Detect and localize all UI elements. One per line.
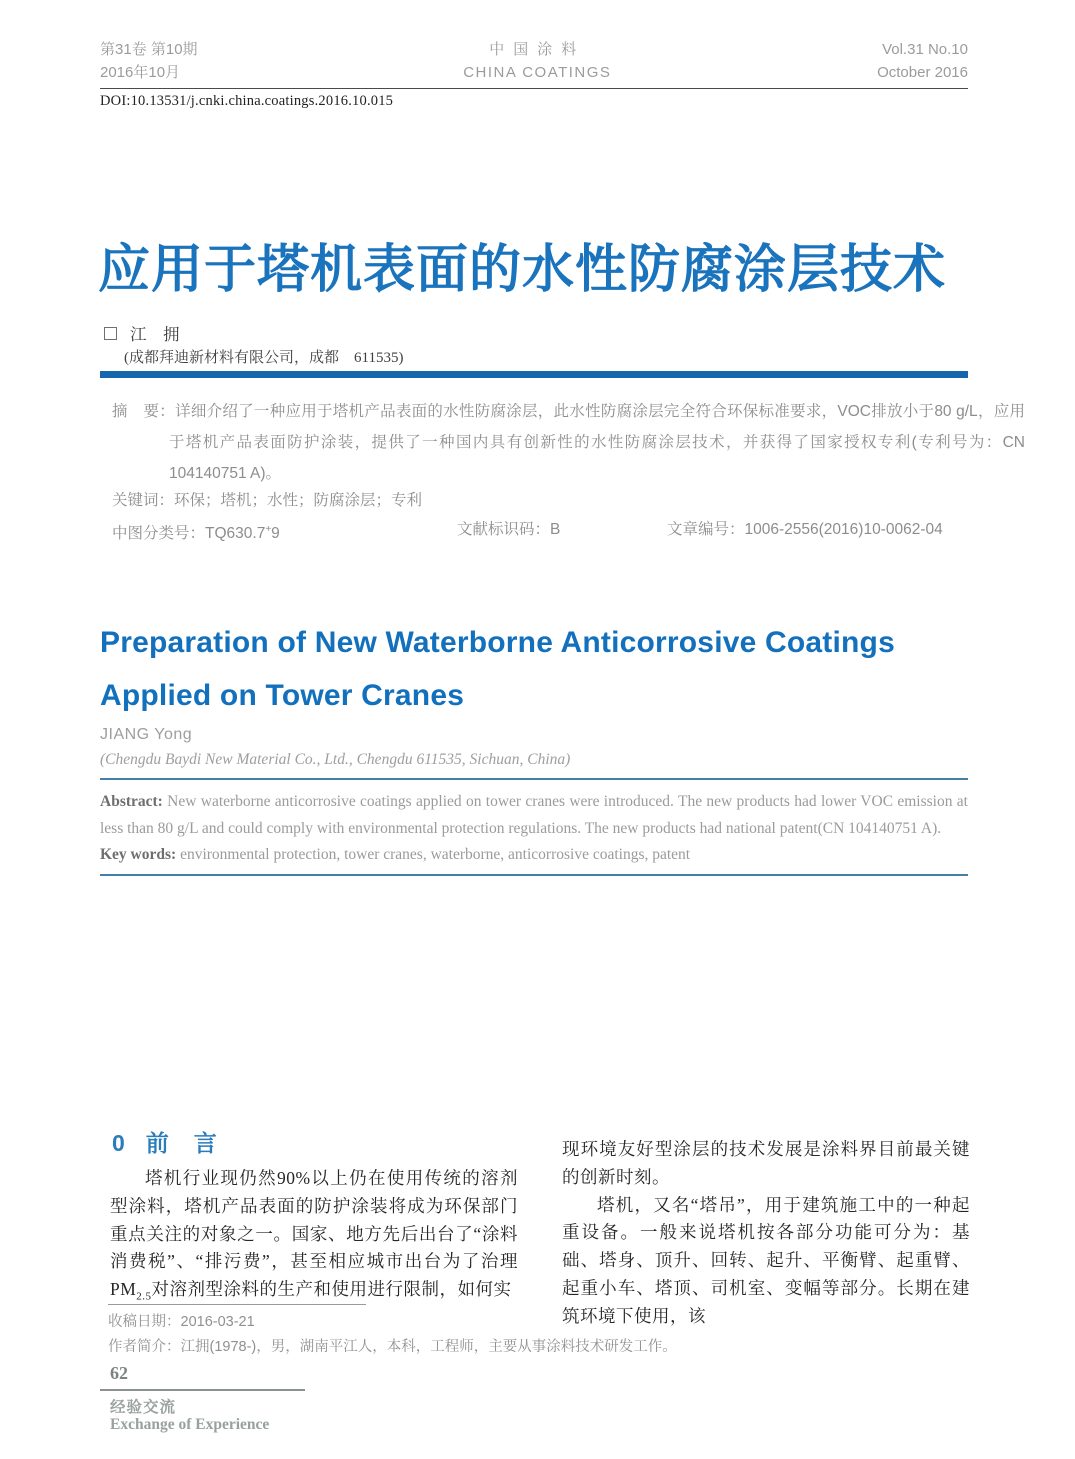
title-separator-rule [100, 371, 968, 378]
abstract-en-block [100, 789, 968, 869]
author-name-en: JIANG Yong [100, 726, 193, 743]
section-0-heading [112, 1128, 518, 1158]
affiliation-cn: (成都拜迪新材料有限公司，成都 611535) [124, 350, 404, 366]
header-left [100, 38, 198, 84]
body-column-left [110, 1128, 518, 1311]
column-name-en: Exchange of Experience [110, 1416, 270, 1433]
journal-header [100, 38, 968, 84]
body-paragraph-1: 塔机行业现仍然90%以上仍在使用传统的溶剂型涂料，塔机产品表面的防护涂装将成为环保部门重点关注的对象之一。国家、地方先后出台了“涂料消费税”、“排污费”，甚至相应城市出台为了治理$PM_{2.5}$对溶剂型涂料的生产和使用进行限制，如何实 [110, 1168, 518, 1303]
abstract-cn-label: 摘 要： [112, 403, 176, 420]
document-code: 文献标识码：B [457, 521, 561, 538]
volume-issue-en: Vol.31 No.10 [882, 41, 968, 58]
keywords-en [100, 842, 968, 869]
author-line-cn [104, 321, 180, 345]
doi-line: DOI:10.13531/j.cnki.china.coatings.2016.10.015 [100, 93, 394, 109]
footer-rule [100, 1389, 305, 1391]
keywords-en-label: Key words: [100, 846, 177, 863]
keywords-cn-text: 环保；塔机；水性；防腐涂层；专利 [174, 492, 423, 509]
section-number: 0 [112, 1130, 126, 1156]
keywords-cn [112, 489, 968, 513]
header-divider [100, 88, 968, 89]
journal-name [463, 38, 611, 84]
clc-number: 中图分类号：TQ630.7+9 [112, 524, 280, 543]
title-en-line1: Preparation of New Waterborne Anticorrosive Coatings [100, 626, 895, 659]
abstract-en-top-rule [100, 778, 968, 780]
section-title: 前 言 [145, 1130, 218, 1156]
header-right [877, 38, 968, 84]
abstract-cn-text: 详细介绍了一种应用于塔机产品表面的水性防腐涂层，此水性防腐涂层完全符合环保标准要求，VOC排放小于80 g/L，应用于塔机产品表面防护涂装，提供了一种国内具有创新性的水性防腐涂层技术，并获得了国家授权专利(专利号为：CN 104140751 A)。 [169, 403, 1025, 482]
body-paragraph-2: 塔机，又名“塔吊”，用于建筑施工中的一种起重设备。一般来说塔机按各部分功能可分为：基础、塔身、顶升、回转、起升、平衡臂、起重臂、起重小车、塔顶、司机室、变幅等部分。长期在建筑环境下使用，该 [562, 1194, 970, 1326]
author-bio-note: 作者简介：江拥(1978-)，男，湖南平江人，本科，工程师，主要从事涂料技术研发工作。 [108, 1339, 677, 1355]
article-title-cn: 应用于塔机表面的水性防腐涂层技术 [98, 241, 947, 299]
article-title-en [100, 616, 980, 722]
abstract-cn [112, 396, 1025, 489]
received-date-note: 收稿日期：2016-03-21 [108, 1314, 255, 1330]
clc-superscript: + [265, 524, 272, 535]
body-column-right [562, 1136, 970, 1331]
abstract-en-label: Abstract: [100, 793, 163, 810]
issue-date-en: October 2016 [877, 64, 968, 81]
journal-name-cn: 中国涂料 [489, 41, 586, 58]
author-name-cn: 江 拥 [130, 325, 180, 344]
abstract-en [100, 789, 968, 842]
page-number: 62 [110, 1363, 128, 1383]
issue-date-cn: 2016年10月 [100, 64, 181, 81]
volume-issue-cn: 第31卷 第10期 [100, 41, 198, 58]
pm25-subscript: 2.5 [136, 1290, 152, 1303]
classification-row [112, 518, 968, 546]
column-name-cn: 经验交流 [110, 1399, 177, 1416]
author-marker-square [104, 327, 117, 340]
title-en-line2: Applied on Tower Cranes [100, 679, 465, 712]
article-number: 文章编号：1006-2556(2016)10-0062-04 [667, 521, 943, 538]
affiliation-en: (Chengdu Baydi New Material Co., Ltd., Chengdu 611535, Sichuan, China) [100, 751, 571, 768]
keywords-en-text: environmental protection, tower cranes, waterborne, anticorrosive coatings, patent [176, 846, 691, 863]
abstract-en-text: New waterborne anticorrosive coatings applied on tower cranes were introduced. The new products had lower VOC emission at less than 80 g/L and could comply with environmental protection regulations. The new products had national patent(CN 104140751 A). [100, 793, 968, 837]
abstract-en-bottom-rule [100, 874, 968, 876]
journal-name-en: CHINA COATINGS [463, 64, 612, 81]
keywords-cn-label: 关键词： [112, 492, 175, 509]
body-paragraph-1-continued: 现环境友好型涂层的技术发展是涂料界目前最关键的创新时刻。 [562, 1139, 970, 1187]
footnote-separator [108, 1304, 366, 1305]
